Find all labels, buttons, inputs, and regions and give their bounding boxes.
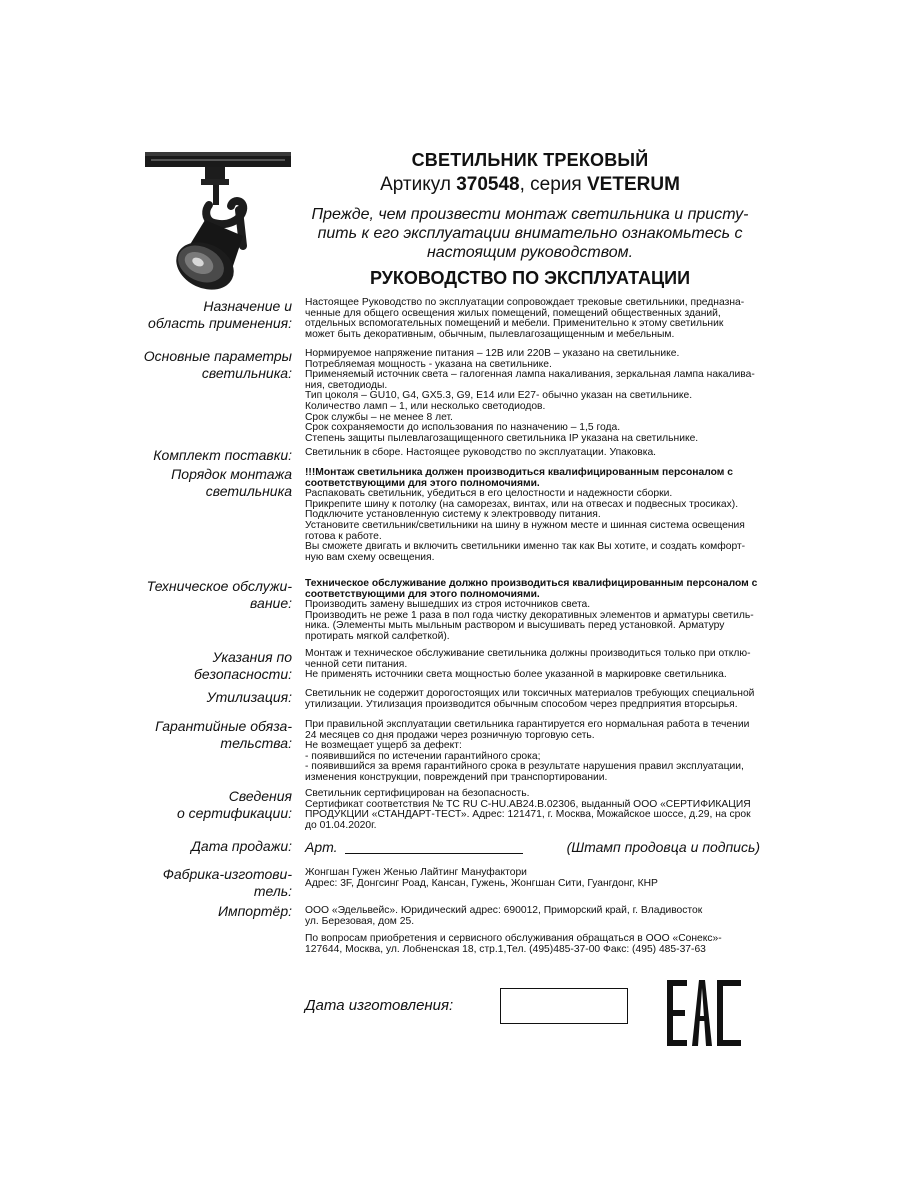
section-importer <box>305 906 760 927</box>
text-line: ул. Березовая, дом 25. <box>305 915 415 927</box>
text-line: может быть декоративным, обычным, пылевлагозащищенным и мебельным. <box>305 328 675 340</box>
text-line: изменения конструкции, повреждений при транспортировании. <box>305 771 608 783</box>
text-line: Настоящее Руководство по эксплуатации сопровождает трековые светильники, предназна- <box>305 297 745 308</box>
text-line: По вопросам приобретения и сервисного обслуживания обращаться в ООО «Сонекс»- <box>305 933 722 944</box>
seller-stamp-label: (Штамп продовца и подпись) <box>566 839 760 855</box>
text-line: протирать мягкой салфеткой). <box>305 630 450 642</box>
section-disposal <box>305 689 760 710</box>
text-line: Не применять источники света мощностью более указанной в маркировке светильника. <box>305 669 727 681</box>
track-spotlight-icon <box>143 150 293 295</box>
section-label-installation: Порядок монтажа светильника <box>171 466 292 499</box>
section-label-certification: Сведения о сертификации: <box>176 788 292 821</box>
text-line: Сертификат соответствия № ТС RU C-HU.AB24.B.02306, выданный ООО «СЕРТИФИКАЦИЯ <box>305 798 751 810</box>
text-line: При правильной эксплуатации светильника гарантируется его нормальная работа в течении <box>305 719 750 730</box>
text-line: Адрес: 3F, Донгсинг Роад, Кансан, Гужень, Жонгшан Сити, Гуангдонг, КНР <box>305 877 658 889</box>
warning-line: соответствующими для этого полномочиями. <box>305 588 540 600</box>
section-kit <box>305 448 760 459</box>
section-manufacturer <box>305 868 760 889</box>
warning-line: Техническое обслуживание должно производиться квалифицированным персоналом с <box>305 578 758 589</box>
warning-line: соответствующими для этого полномочиями. <box>305 477 540 489</box>
text-line: - появившийся по истечении гарантийного срока; <box>305 750 541 762</box>
series-name: VETERUM <box>587 174 680 195</box>
manual-title: РУКОВОДСТВО ПО ЭКСПЛУАТАЦИИ <box>369 268 691 288</box>
section-label-parameters: Основные параметры светильника: <box>143 348 292 381</box>
section-label-safety: Указания по безопасности: <box>194 649 292 682</box>
article-number: 370548 <box>456 174 520 195</box>
section-certification <box>305 789 760 831</box>
series-prefix: , серия <box>519 174 587 195</box>
article-field-line <box>345 853 523 854</box>
text-line: Подключите установленную систему к электровводу питания. <box>305 509 601 521</box>
text-line: Производить не реже 1 раза в пол года чистку декоративных элементов и арматуры светиль- <box>305 609 754 621</box>
text-line: Потребляемая мощность - указана на светильнике. <box>305 358 552 370</box>
section-maintenance <box>305 579 760 643</box>
text-line: Распаковать светильник, убедиться в его целостности и надежности сборки. <box>305 488 673 500</box>
section-label-importer: Импортёр: <box>217 903 292 919</box>
text-line: ченные для общего освещения жилых помещений, помещений общественных зданий, <box>305 307 721 319</box>
text-line: Тип цоколя – GU10, G4, GX5.3, G9, E14 или E27- обычно указан на светильнике. <box>305 390 693 402</box>
section-label-maintenance: Техническое обслужи- вание: <box>146 578 292 611</box>
section-installation <box>305 468 760 563</box>
text-line: 127644, Москва, ул. Лобненская 18, стр.1,Тел. (495)485-37-00 Факс: (495) 485-37-63 <box>305 943 706 955</box>
text-line: ния, светодиоды. <box>305 379 388 391</box>
text-line: - появившийся за время гарантийного срока в результате нарушения правил эксплуатации, <box>305 761 744 773</box>
text-line: Производить замену вышедших из строя источников света. <box>305 599 591 611</box>
text-line: Срок службы – не менее 8 лет. <box>305 411 453 423</box>
text-line: Степень защиты пылевлагозащищенного светильника IP указана на светильнике. <box>305 432 699 444</box>
article-prefix: Артикул <box>380 174 457 195</box>
text-line: ченной сети питания. <box>305 658 408 670</box>
text-line: готова к работе. <box>305 530 382 542</box>
text-line: ника. (Элементы мыть мыльным раствором и высушивать перед установкой. Арматуру <box>305 620 725 632</box>
text-line: Нормируемое напряжение питания – 12В или 220В – указано на светильнике. <box>305 348 680 359</box>
text-line: 24 месяцев со дня продажи через розничную торговую сеть. <box>305 729 595 741</box>
text-line: Светильник сертифицирован на безопасность. <box>305 788 530 799</box>
text-line: Срок сохраняемости до использования по назначению – 1,5 года. <box>305 422 621 434</box>
text-line: Вы сможете двигать и включить светильники именно так как Вы хотите, и создать комфорт- <box>305 541 746 553</box>
intro-warning: Прежде, чем произвести монтаж светильника и присту-пить к его эксплуатации внимательно ознакомьтесь с настоящим руководством. <box>311 206 749 261</box>
section-label-disposal: Утилизация: <box>206 689 292 705</box>
section-warranty <box>305 720 760 784</box>
text-line: Прикрепите шину к потолку (на саморезах, винтах, или на отвесах и подвесных тросиках). <box>305 498 739 510</box>
text-line: Применяемый источник света – галогенная лампа накаливания, зеркальная лампа накалива- <box>305 369 755 381</box>
section-label-kit: Комплект поставки: <box>153 447 292 463</box>
text-line: ООО «Эдельвейс». Юридический адрес: 690012, Приморский край, г. Владивосток <box>305 905 703 916</box>
section-label-warranty: Гарантийные обяза- тельства: <box>155 718 292 751</box>
section-label-manufacturer: Фабрика-изготови- тель: <box>162 866 292 899</box>
text-line: Не возмещает ущерб за дефект: <box>305 740 462 752</box>
section-safety <box>305 649 760 681</box>
product-article-line <box>300 174 760 196</box>
sale-row <box>305 839 760 859</box>
text-line: ную вам схему освещения. <box>305 551 435 563</box>
product-title: СВЕТИЛЬНИК ТРЕКОВЫЙ <box>411 150 649 170</box>
text-line: Светильник в сборе. Настоящее руководство по эксплуатации. Упаковка. <box>305 447 657 458</box>
text-line: Светильник не содержит дорогостоящих или токсичных материалов требующих специальной <box>305 688 755 699</box>
text-line: Установите светильник/светильники на шину в нужном месте и шинная система освещения <box>305 519 745 531</box>
text-line: Монтаж и техническое обслуживание светильника должны производиться только при отклю- <box>305 648 751 659</box>
text-line: ПРОДУКЦИИ «СТАНДАРТ-ТЕСТ». Адрес: 121471, г. Москва, Можайское шоссе, д.29, на срок <box>305 809 751 821</box>
text-line: отдельных вспомогательных помещений и мебели. Применительно к этому светильник <box>305 318 724 330</box>
eac-mark-icon <box>665 978 745 1048</box>
section-label-purpose: Назначение и область применения: <box>148 298 292 331</box>
section-service-contacts <box>305 934 760 955</box>
section-label-sale: Дата продажи: <box>191 838 292 854</box>
section-parameters <box>305 349 760 444</box>
warning-line: !!!Монтаж светильника должен производиться квалифицированным персоналом с <box>305 467 733 478</box>
text-line: до 01.04.2020г. <box>305 819 377 831</box>
text-line: Количество ламп – 1, или несколько светодиодов. <box>305 400 546 412</box>
manufacture-date-label: Дата изготовления: <box>305 997 454 1014</box>
text-line: Жонгшан Гужен Женью Лайтинг Мануфактори <box>305 867 527 878</box>
manufacture-date-box <box>500 988 628 1024</box>
section-purpose <box>305 298 760 340</box>
article-field-label: Арт. <box>305 839 338 855</box>
text-line: утилизации. Утилизация производится обычным способом через предприятия вторсырья. <box>305 698 738 710</box>
